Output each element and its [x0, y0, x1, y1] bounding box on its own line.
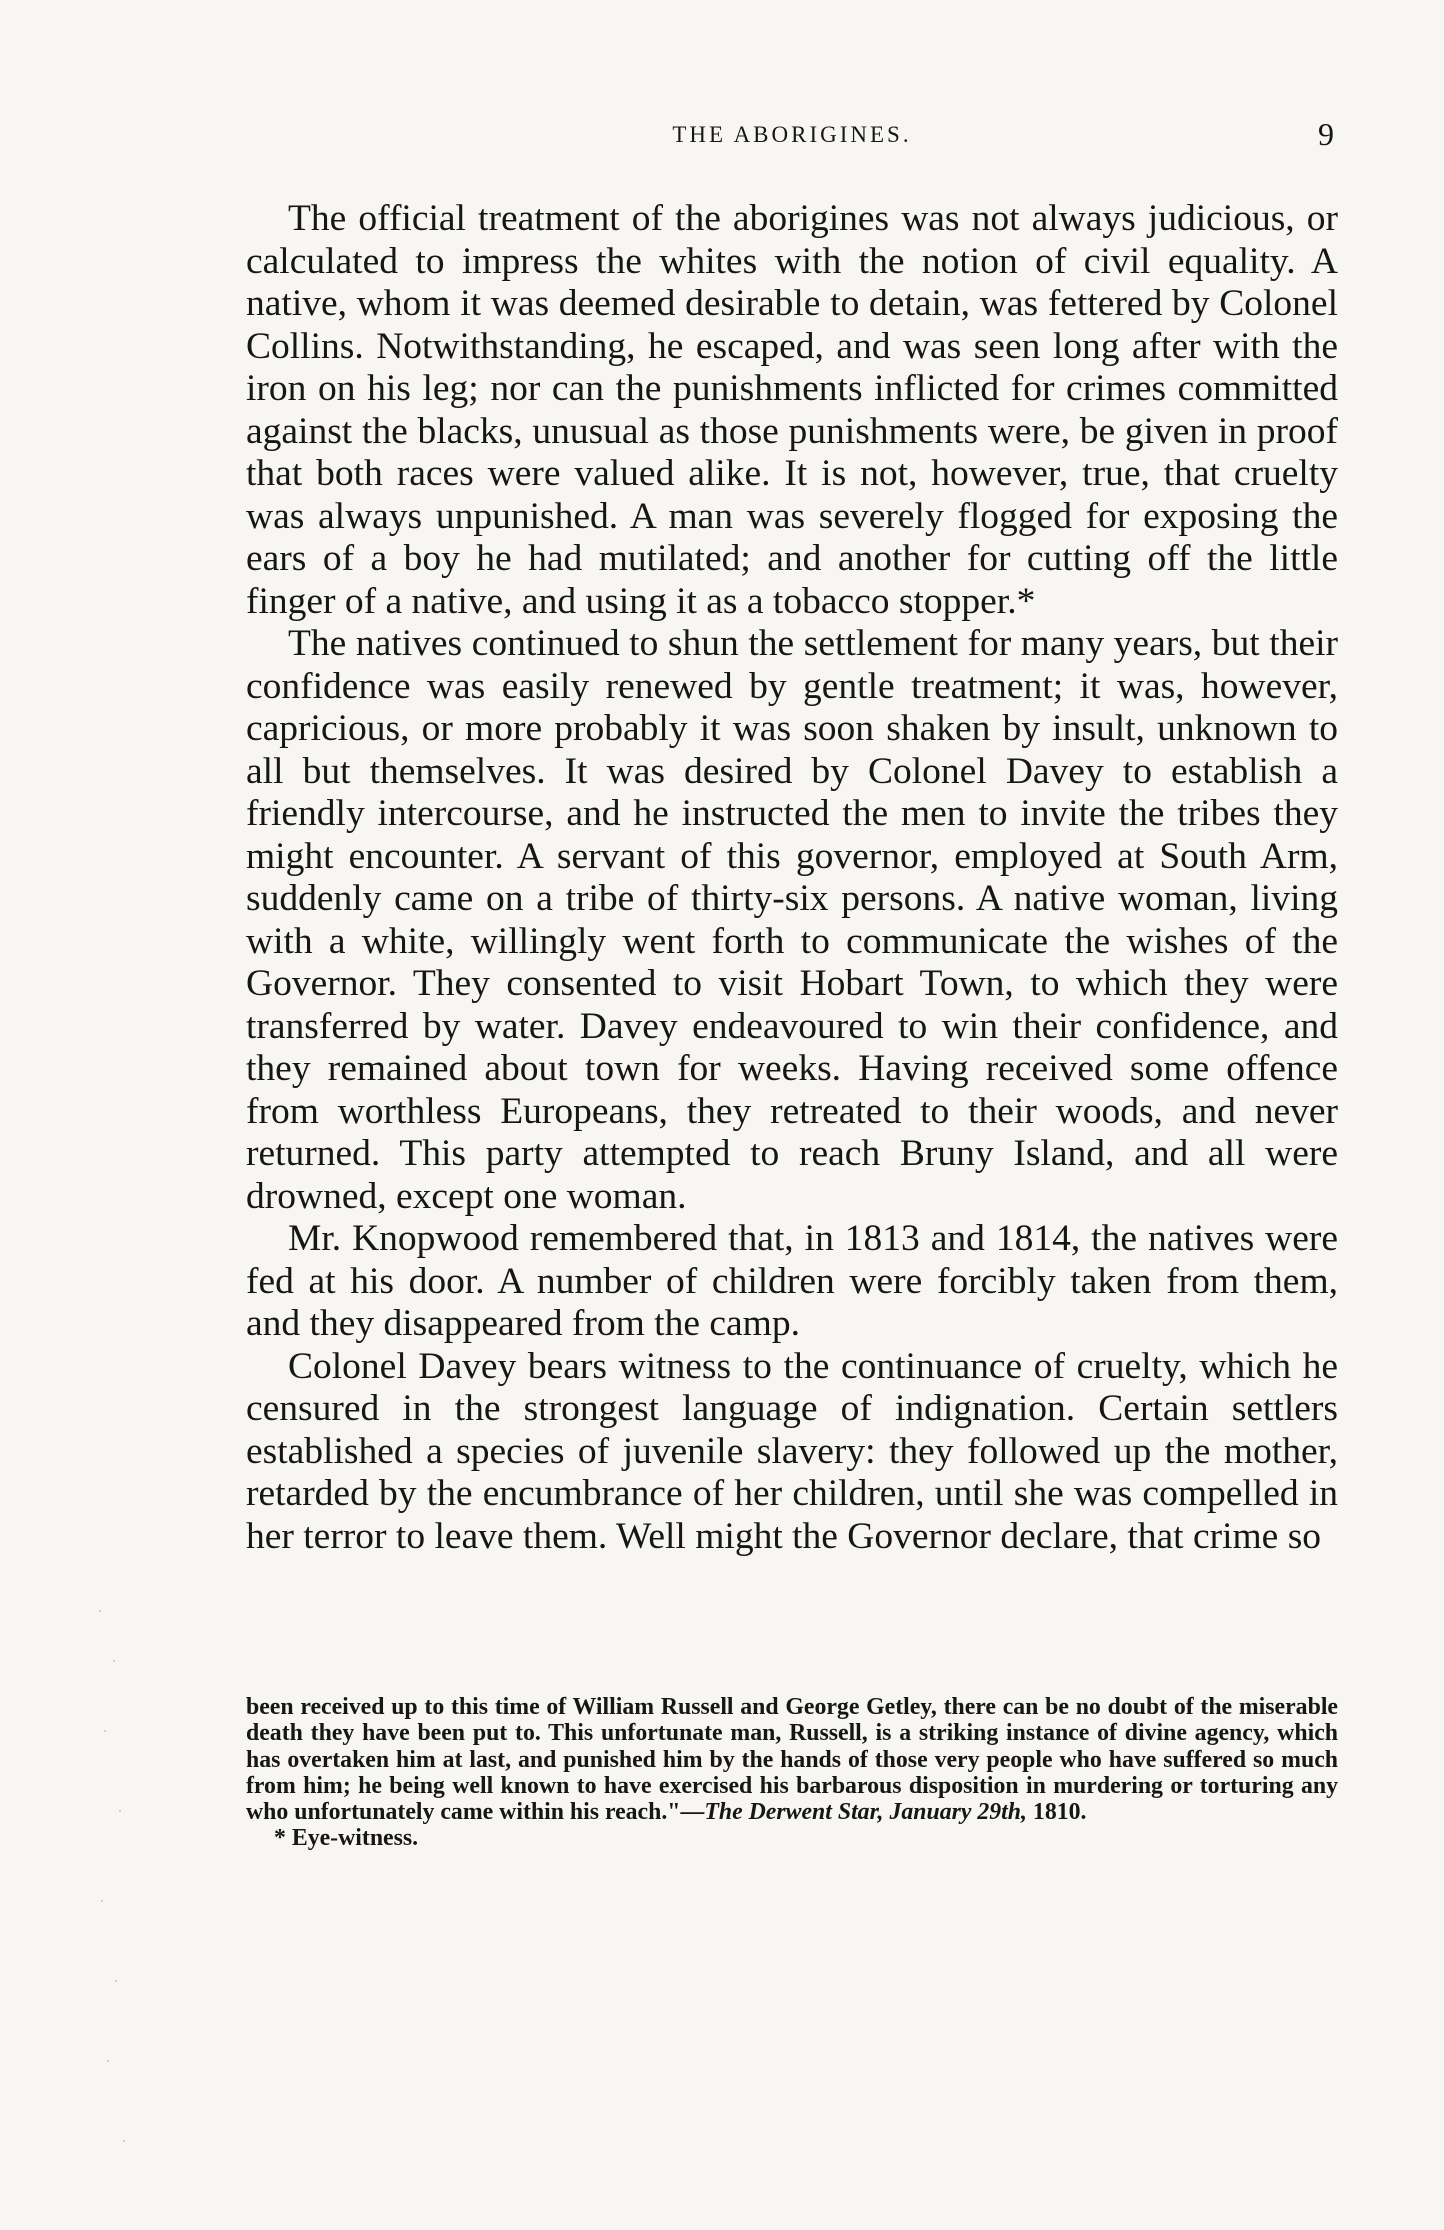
- footnote-eye-witness: * Eye-witness.: [274, 1825, 419, 1852]
- body-text: [246, 198, 1338, 1558]
- paragraph-3: Mr. Knopwood remembered that, in 1813 and 1814, the natives were fed at his door. A number of children were forcibly taken from them, and they disappeared from the camp.: [246, 1218, 1338, 1344]
- footnote-source: The Derwent Star,: [704, 1799, 884, 1826]
- paragraph-2: The natives continued to shun the settlement for many years, but their confidence was easily renewed by gentle treatment; it was, however, capricious, or more probably it was soon shaken by insult, unknown to all but themselves. It was desired by Colonel Davey to establish a friendly intercourse, and he instructed the men to invite the tribes they might encounter. A servant of this governor, employed at South Arm, suddenly came on a tribe of thirty-six persons. A native woman, living with a white, willingly went forth to communicate the wishes of the Governor. They consented to visit Hobart Town, to which they were transferred by water. Davey endeavoured to win their confidence, and they remained about town for weeks. Having received some offence from worthless Europeans, they retreated to their woods, and never returned. This party attempted to reach Bruny Island, and all were drowned, except one woman.: [246, 623, 1338, 1217]
- footnote-quote: [246, 1694, 1338, 1825]
- margin-speckle: [95, 1600, 135, 2200]
- running-title: THE ABORIGINES.: [672, 122, 912, 147]
- footnotes: [246, 1694, 1338, 1852]
- running-head: [246, 116, 1338, 156]
- footnote-quote-text: been received up to this time of William Russell and George Getley, there can be no doubt of the miserable death they have been put to. This unfortunate man, Russell, is a striking instance of divine agency, which has overtaken him at last, and punished him by the hands of those very people who have suffered so much from him; he being well known to have exercised his barbarous disposition in murdering or torturing any who unfortunately came within his reach."—: [246, 1694, 1338, 1826]
- footnote-year: 1810.: [1026, 1799, 1087, 1826]
- paragraph-4: Colonel Davey bears witness to the continuance of cruelty, which he censured in the strongest language of indignation. Certain settlers established a species of juvenile slavery: they followed up the mother, retarded by the encumbrance of her children, until she was compelled in her terror to leave them. Well might the Governor declare, that crime so: [246, 1345, 1338, 1557]
- page-number: 9: [1318, 116, 1334, 152]
- paragraph-1: The official treatment of the aborigines was not always judicious, or calculated to impress the whites with the notion of civil equality. A native, whom it was deemed desirable to detain, was fettered by Colonel Collins. Notwithstanding, he escaped, and was seen long after with the iron on his leg; nor can the punishments inflicted for crimes committed against the blacks, unusual as those punishments were, be given in proof that both races were valued alike. It is not, however, true, that cruelty was always unpunished. A man was severely flogged for exposing the ears of a boy he had mutilated; and another for cutting off the little finger of a native, and using it as a tobacco stopper.*: [246, 198, 1338, 622]
- footnote-date: January 29th,: [889, 1799, 1027, 1826]
